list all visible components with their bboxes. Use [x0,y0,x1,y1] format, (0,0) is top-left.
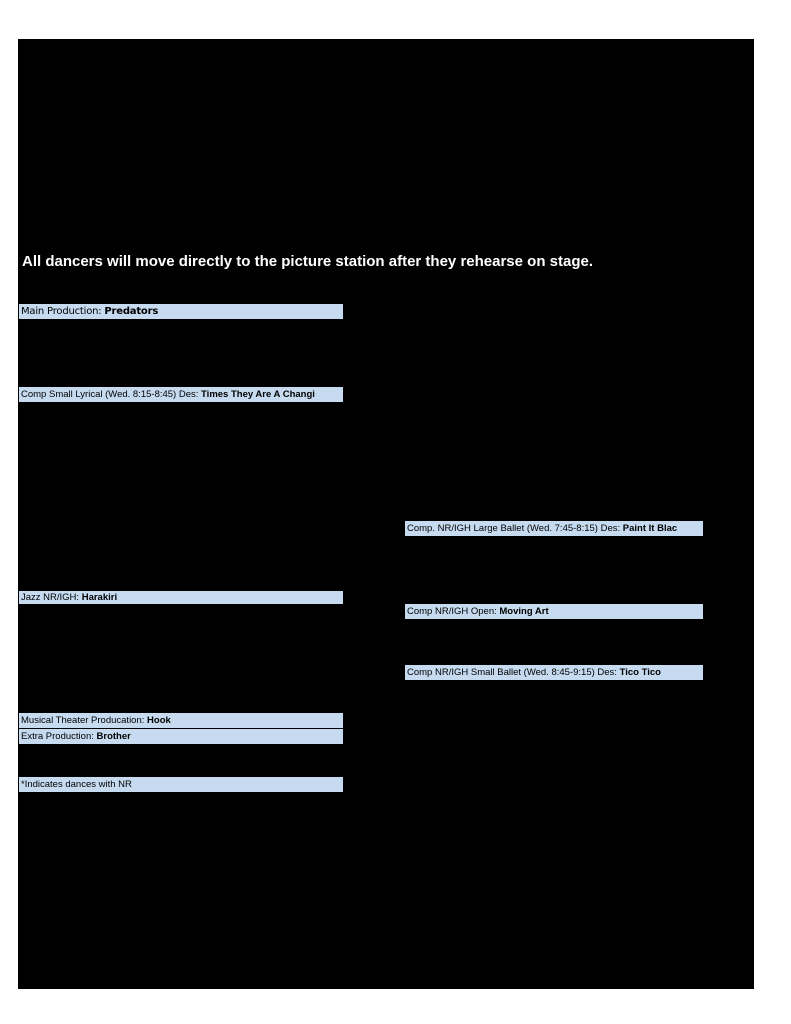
extra-production-row [19,729,343,744]
picture-station-notice: All dancers will move directly to the picture station after they rehearse on stage. [22,253,594,270]
dance-title: Brother [96,731,131,742]
dance-title: Paint It Blac [622,523,678,534]
comp-large-ballet-row [405,521,703,536]
comp-open-row [405,604,703,619]
dance-title: Moving Art [499,606,549,617]
dance-title: Tico Tico [619,667,661,678]
musical-theater-row [19,713,343,728]
row-label: Extra Production: [21,731,97,742]
row-label: Comp NR/IGH Open: [407,606,500,617]
row-label: Jazz NR/IGH: [21,592,82,603]
schedule-sheet [18,39,754,989]
dance-title: Hook [147,715,171,726]
main-production-row [19,304,343,319]
footnote-text: *Indicates dances with NR [21,779,132,790]
jazz-row [19,591,343,604]
nr-footnote-row [19,777,343,792]
row-label: Comp Small Lyrical (Wed. 8:15-8:45) Des: [21,389,202,400]
dance-title: Predators [104,306,159,317]
row-label: Musical Theater Producation: [21,715,148,726]
row-label: Comp. NR/IGH Large Ballet (Wed. 7:45-8:15) Des: [407,523,623,534]
row-label: Main Production: [21,306,105,317]
dance-title: Harakiri [81,592,118,603]
comp-small-lyrical-row [19,387,343,402]
row-label: Comp NR/IGH Small Ballet (Wed. 8:45-9:15) Des: [407,667,620,678]
comp-small-ballet-row [405,665,703,680]
dance-title: Times They Are A Changi [201,389,315,400]
